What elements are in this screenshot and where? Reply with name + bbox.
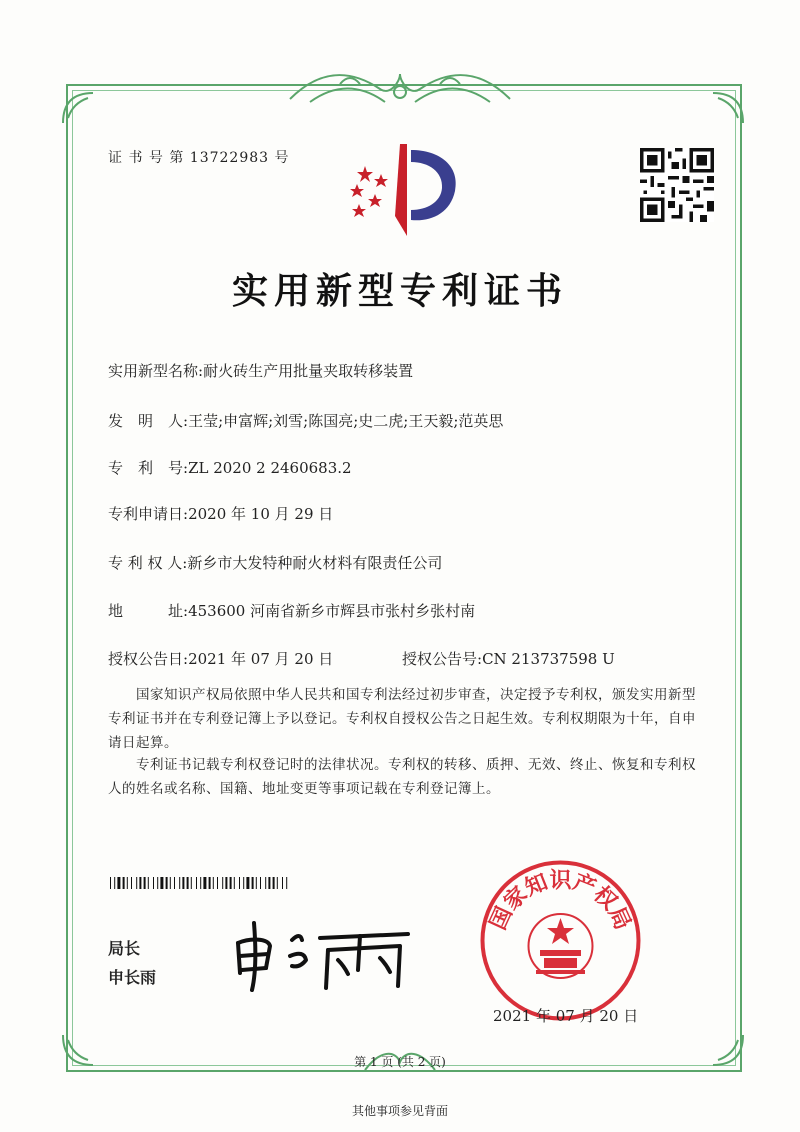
director-title: 局长 bbox=[108, 939, 141, 958]
barcode-bar bbox=[239, 877, 240, 889]
seal-date: 2021 年 07 月 20 日 bbox=[493, 1007, 639, 1025]
barcode-bar bbox=[260, 877, 261, 889]
barcode-bar bbox=[131, 877, 132, 889]
barcode-bar bbox=[127, 877, 128, 889]
field-grant-date bbox=[108, 648, 333, 669]
seal-text: 国家知识产权局 bbox=[484, 867, 637, 934]
barcode-bar bbox=[268, 877, 270, 889]
barcode-bar bbox=[123, 877, 125, 889]
field-utility-model-name bbox=[108, 360, 413, 381]
barcode-bar bbox=[174, 877, 175, 889]
field-label: 专 利 号: bbox=[108, 459, 189, 477]
barcode-bar bbox=[243, 877, 244, 889]
barcode-bar bbox=[196, 877, 197, 889]
field-value: 耐火砖生产用批量夹取转移装置 bbox=[203, 362, 414, 380]
barcode-bar bbox=[166, 877, 168, 889]
field-inventor bbox=[108, 410, 503, 431]
back-note: 其他事项参见背面 bbox=[351, 1104, 448, 1118]
barcode-bar bbox=[200, 877, 201, 889]
field-value: 新乡市大发特种耐火材料有限责任公司 bbox=[187, 554, 443, 572]
barcode-bar bbox=[273, 877, 275, 889]
field-label: 发 明 人: bbox=[108, 412, 189, 430]
field-label: 专 利 权 人: bbox=[108, 554, 188, 572]
body-paragraph-2: 专利证书记载专利权登记时的法律状况。专利权的转移、质押、无效、终止、恢复和专利权人的姓名或名称、国籍、地址变更等事项记载在专利登记簿上。 bbox=[108, 757, 696, 797]
field-label: 专利申请日: bbox=[108, 505, 189, 523]
barcode-bar bbox=[282, 877, 283, 889]
barcode-bar bbox=[117, 877, 120, 889]
field-label: 授权公告日: bbox=[108, 650, 189, 668]
field-value: CN 213737598 U bbox=[482, 650, 615, 668]
field-value: ZL 2020 2 2460683.2 bbox=[188, 459, 352, 477]
handwritten-signature bbox=[230, 918, 410, 993]
cnipa-logo-icon bbox=[345, 136, 465, 241]
barcode-bar bbox=[182, 877, 184, 889]
barcode-bar bbox=[203, 877, 206, 889]
barcode-bar bbox=[234, 877, 235, 889]
field-label: 授权公告号: bbox=[402, 650, 483, 668]
barcode-bar bbox=[114, 877, 115, 889]
barcode-bar bbox=[144, 877, 146, 889]
page-number: 第 1 页 (共 2 页) bbox=[354, 1055, 446, 1069]
body-paragraph-1: 国家知识产权局依照中华人民共和国专利法经过初步审查，决定授予专利权，颁发实用新型专利证书并在专利登记簿上予以登记。专利权自授权公告之日起生效。专利权期限为十年，自申请日起算。 bbox=[108, 687, 696, 751]
barcode-bar bbox=[217, 877, 218, 889]
barcode-bar bbox=[222, 877, 223, 889]
barcode-bar bbox=[153, 877, 154, 889]
barcode-bar bbox=[209, 877, 211, 889]
official-seal-icon bbox=[478, 858, 643, 1023]
certificate-title: 实用新型专利证书 bbox=[231, 270, 568, 312]
barcode-bar bbox=[230, 877, 232, 889]
field-address bbox=[108, 600, 475, 621]
barcode-bar bbox=[277, 877, 278, 889]
certificate-number: 证 书 号 第 13722983 号 bbox=[108, 150, 290, 166]
barcode-bar bbox=[157, 877, 158, 889]
barcode-bar bbox=[136, 877, 137, 889]
field-label: 实用新型名称: bbox=[108, 362, 204, 380]
field-grant-number bbox=[402, 648, 615, 669]
field-value: 王莹;申富辉;刘雪;陈国亮;史二虎;王天毅;范英思 bbox=[188, 412, 504, 430]
corner-ornament-tr bbox=[708, 88, 748, 128]
qr-code-icon bbox=[640, 148, 714, 222]
barcode-bar bbox=[187, 877, 189, 889]
field-value: 453600 河南省新乡市辉县市张村乡张村南 bbox=[188, 602, 476, 620]
barcode-bar bbox=[265, 877, 266, 889]
barcode-bar bbox=[256, 877, 257, 889]
barcode-bar bbox=[170, 877, 171, 889]
barcode-bar bbox=[148, 877, 149, 889]
barcode-bar bbox=[179, 877, 180, 889]
field-patent-number bbox=[108, 457, 352, 478]
barcode-bar bbox=[225, 877, 227, 889]
barcode-bar bbox=[139, 877, 141, 889]
barcode-bar bbox=[110, 877, 111, 889]
top-ornament bbox=[280, 64, 520, 114]
corner-ornament-tl bbox=[58, 88, 98, 128]
field-label: 地 址: bbox=[108, 602, 189, 620]
field-value: 2021 年 07 月 20 日 bbox=[188, 650, 334, 668]
barcode-bar bbox=[191, 877, 192, 889]
barcode-bar bbox=[160, 877, 163, 889]
barcode-bar bbox=[213, 877, 214, 889]
barcode-bar bbox=[246, 877, 249, 889]
director-name: 申长雨 bbox=[108, 968, 157, 987]
field-patentee bbox=[108, 552, 442, 573]
field-value: 2020 年 10 月 29 日 bbox=[188, 505, 334, 523]
barcode-icon bbox=[110, 877, 290, 889]
barcode-bar bbox=[286, 877, 287, 889]
field-application-date bbox=[108, 503, 333, 524]
barcode-bar bbox=[252, 877, 254, 889]
